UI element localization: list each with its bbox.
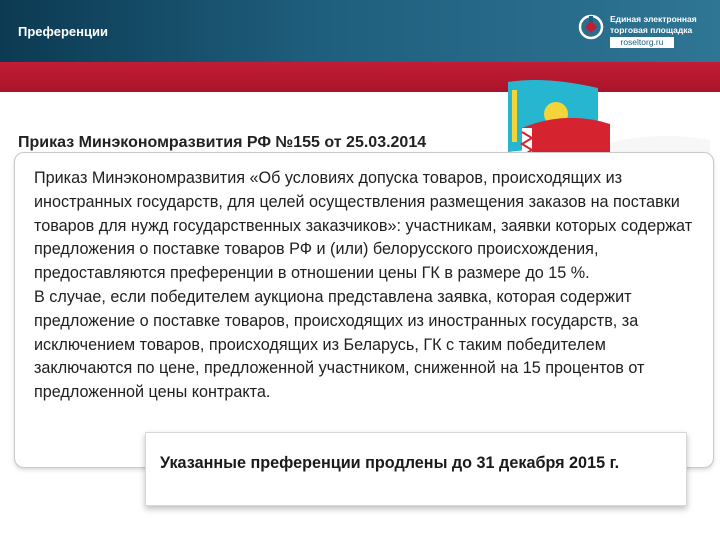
logo-text-line1: Единая электронная: [610, 14, 697, 24]
header-title: Преференции: [18, 24, 108, 39]
body-text: [34, 167, 704, 405]
logo-mark-icon: [578, 14, 604, 40]
paragraph-2: В случае, если победителем аукциона представлена заявка, которая содержит предложение о поставке товаров, происходящих из иностранных государств, за исключением товаров, происходящих из Беларусь, ГК с таким победителем заключаются по цене, предложенной участником, сниженной на 15 процентов от предложенной цены контракта.: [34, 287, 645, 402]
logo-text-line2: торговая площадка: [610, 25, 693, 35]
roseltorg-logo: [578, 10, 718, 54]
slide-subtitle: Приказ Минэкономразвития РФ №155 от 25.03.2014: [18, 134, 427, 151]
callout-box: [145, 432, 687, 506]
logo-url: roseltorg.ru: [610, 37, 674, 48]
paragraph-1: Приказ Минэкономразвития «Об условиях допуска товаров, происходящих из иностранных государств, для целей осуществления размещения заказов на поставки товаров для нужд государственных заказчиков»: участникам, заявки которых содержат предложения о поставке товаров РФ и (или) белорусского происхождения, предоставляются преференции в отношении цены ГК в размере до 15 %.: [34, 169, 693, 283]
callout-text: Указанные преференции продлены до 31 декабря 2015 г.: [160, 454, 620, 472]
slide-header: [0, 0, 720, 62]
